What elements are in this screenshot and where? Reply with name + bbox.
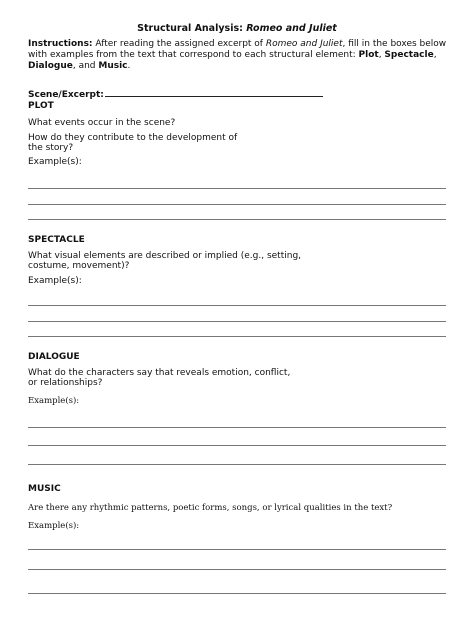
scene-excerpt-label: Scene/Excerpt: bbox=[28, 90, 104, 100]
spectacle-answer-line[interactable] bbox=[28, 305, 446, 306]
instructions bbox=[28, 39, 452, 72]
plot-question-1: What events occur in the scene? bbox=[28, 118, 176, 128]
plot-examples-label: Example(s): bbox=[28, 157, 82, 167]
instructions-label: Instructions: bbox=[28, 39, 93, 49]
music-examples-label: Example(s): bbox=[28, 521, 80, 531]
music-answer-line[interactable] bbox=[28, 593, 446, 594]
dialogue-question-1: What do the characters say that reveals emotion, conflict, or relationships? bbox=[28, 368, 291, 388]
period: . bbox=[127, 61, 131, 71]
spectacle-question-1: What visual elements are described or implied (e.g., setting, costume, movement)? bbox=[28, 251, 302, 271]
spectacle-examples-label: Example(s): bbox=[28, 276, 82, 286]
instructions-text-1: After reading the assigned excerpt of bbox=[92, 39, 266, 49]
title-prefix: Structural Analysis: bbox=[137, 23, 247, 34]
instructions-text-2: , fill in the boxes below with examples from the text that correspond to each structural element: bbox=[28, 39, 447, 60]
scene-excerpt-blank[interactable] bbox=[105, 87, 323, 97]
plot-heading: PLOT bbox=[28, 101, 54, 111]
element-spectacle: Spectacle bbox=[384, 50, 434, 60]
page-title bbox=[0, 23, 474, 34]
music-answer-line[interactable] bbox=[28, 549, 446, 550]
element-music: Music bbox=[98, 61, 128, 71]
spectacle-answer-line[interactable] bbox=[28, 321, 446, 322]
music-answer-line[interactable] bbox=[28, 569, 446, 570]
separator: , bbox=[433, 50, 437, 60]
plot-answer-line[interactable] bbox=[28, 219, 446, 220]
dialogue-heading: DIALOGUE bbox=[28, 352, 80, 362]
element-dialogue: Dialogue bbox=[28, 61, 73, 71]
music-question-1: Are there any rhythmic patterns, poetic forms, songs, or lyrical qualities in the text? bbox=[28, 503, 393, 513]
element-plot: Plot bbox=[358, 50, 379, 60]
title-play: Romeo and Juliet bbox=[246, 23, 337, 34]
dialogue-answer-line[interactable] bbox=[28, 427, 446, 428]
spectacle-answer-line[interactable] bbox=[28, 336, 446, 337]
dialogue-answer-line[interactable] bbox=[28, 464, 446, 465]
instructions-play: Romeo and Juliet bbox=[265, 39, 343, 49]
plot-answer-line[interactable] bbox=[28, 188, 446, 189]
separator: , bbox=[378, 50, 385, 60]
spectacle-heading: SPECTACLE bbox=[28, 235, 85, 245]
dialogue-examples-label: Example(s): bbox=[28, 396, 80, 406]
plot-question-2: How do they contribute to the development of the story? bbox=[28, 133, 238, 153]
dialogue-answer-line[interactable] bbox=[28, 445, 446, 446]
music-heading: MUSIC bbox=[28, 484, 61, 494]
plot-answer-line[interactable] bbox=[28, 204, 446, 205]
separator: , and bbox=[72, 61, 99, 71]
scene-excerpt-field[interactable] bbox=[28, 87, 323, 100]
